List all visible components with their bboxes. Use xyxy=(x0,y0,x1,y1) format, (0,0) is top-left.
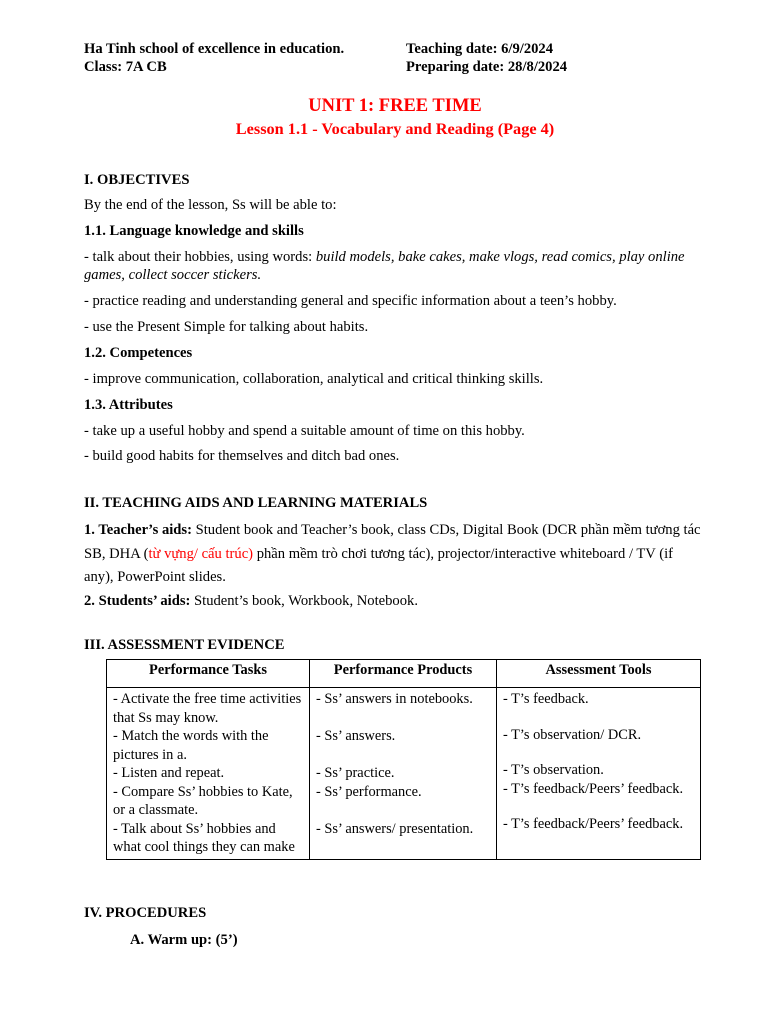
competence-improve: - improve communication, collaboration, analytical and critical thinking skills. xyxy=(84,371,544,387)
section-1-2-heading: 1.2. Competences xyxy=(84,345,193,361)
assessment-tools-cell xyxy=(497,688,701,860)
tool-item: - T’s observation. xyxy=(503,762,604,778)
column-header: Assessment Tools xyxy=(497,660,701,688)
teaching-date: Teaching date: 6/9/2024 xyxy=(406,41,554,57)
table-row xyxy=(107,688,701,860)
class-name: Class: 7A CB xyxy=(84,59,167,75)
document-header xyxy=(84,40,706,80)
warm-up-heading: A. Warm up: (5’) xyxy=(130,932,238,948)
procedures-heading: IV. PROCEDURES xyxy=(84,905,207,921)
vocabulary-words: build models, bake cakes, make vlogs, read comics, play online games, collect soccer stickers. xyxy=(84,249,685,283)
vocabulary-structure-note: từ vựng/ cấu trúc) xyxy=(148,545,254,562)
table-header-row xyxy=(107,660,701,688)
aids-heading: II. TEACHING AIDS AND LEARNING MATERIALS xyxy=(84,495,428,511)
tool-item: - T’s feedback/Peers’ feedback. xyxy=(503,816,684,832)
column-header: Performance Products xyxy=(310,660,497,688)
objectives-intro: By the end of the lesson, Ss will be able to: xyxy=(84,197,337,213)
objectives-section xyxy=(84,171,706,465)
attribute-build: - build good habits for themselves and ditch bad ones. xyxy=(84,448,400,464)
school-name: Ha Tinh school of excellence in education. xyxy=(84,41,345,57)
task-item: - Compare Ss’ hobbies to Kate, or a classmate. xyxy=(113,783,293,818)
column-header: Performance Tasks xyxy=(107,660,310,688)
performance-products-cell xyxy=(310,688,497,860)
unit-title: UNIT 1: FREE TIME xyxy=(308,96,482,116)
objective-present-simple: - use the Present Simple for talking about habits. xyxy=(84,319,369,335)
product-item: - Ss’ practice. xyxy=(316,765,395,781)
assessment-table xyxy=(106,659,701,860)
task-item: - Listen and repeat. xyxy=(113,765,225,781)
product-item: - Ss’ answers in notebooks. xyxy=(316,691,473,707)
section-1-3-heading: 1.3. Attributes xyxy=(84,397,173,413)
task-item: - Talk about Ss’ hobbies and what cool things they can make xyxy=(113,820,295,855)
product-item: - Ss’ answers. xyxy=(316,728,396,744)
task-item: - Activate the free time activities that Ss may know. xyxy=(113,691,302,726)
product-item: - Ss’ answers/ presentation. xyxy=(316,820,474,837)
aids-section xyxy=(84,494,706,610)
section-1-1-heading: 1.1. Language knowledge and skills xyxy=(84,223,304,239)
teacher-aids: 1. Teacher’s aids: Student book and Teacher’s book, class CDs, Digital Book (DCR phần mềm tương tác SB, DHA (từ vựng/ cấu trúc) phần mềm trò chơi tương tác), projector/interactive whiteboard / TV (if any), PowerPoint slides. xyxy=(84,522,701,585)
preparing-date: Preparing date: 28/8/2024 xyxy=(406,59,568,75)
task-item: - Match the words with the pictures in a. xyxy=(113,728,269,763)
lesson-title: Lesson 1.1 - Vocabulary and Reading (Page 4) xyxy=(235,119,555,138)
objectives-heading: I. OBJECTIVES xyxy=(84,172,190,188)
tool-item: - T’s observation/ DCR. xyxy=(503,726,642,743)
performance-tasks-cell xyxy=(107,688,310,860)
product-item: - Ss’ performance. xyxy=(316,783,422,800)
assessment-heading: III. ASSESSMENT EVIDENCE xyxy=(84,637,285,653)
student-aids: 2. Students’ aids: Student’s book, Workbook, Notebook. xyxy=(84,592,418,609)
document-page xyxy=(84,40,706,948)
objective-talk: - talk about their hobbies, using words: build models, bake cakes, make vlogs, read comics, play online games, collect soccer stickers. xyxy=(84,249,685,283)
attribute-takeup: - take up a useful hobby and spend a suitable amount of time on this hobby. xyxy=(84,423,525,439)
tool-item: - T’s feedback/Peers’ feedback. xyxy=(503,780,684,797)
objective-practice: - practice reading and understanding general and specific information about a teen’s hobby. xyxy=(84,293,617,309)
tool-item: - T’s feedback. xyxy=(503,691,589,707)
